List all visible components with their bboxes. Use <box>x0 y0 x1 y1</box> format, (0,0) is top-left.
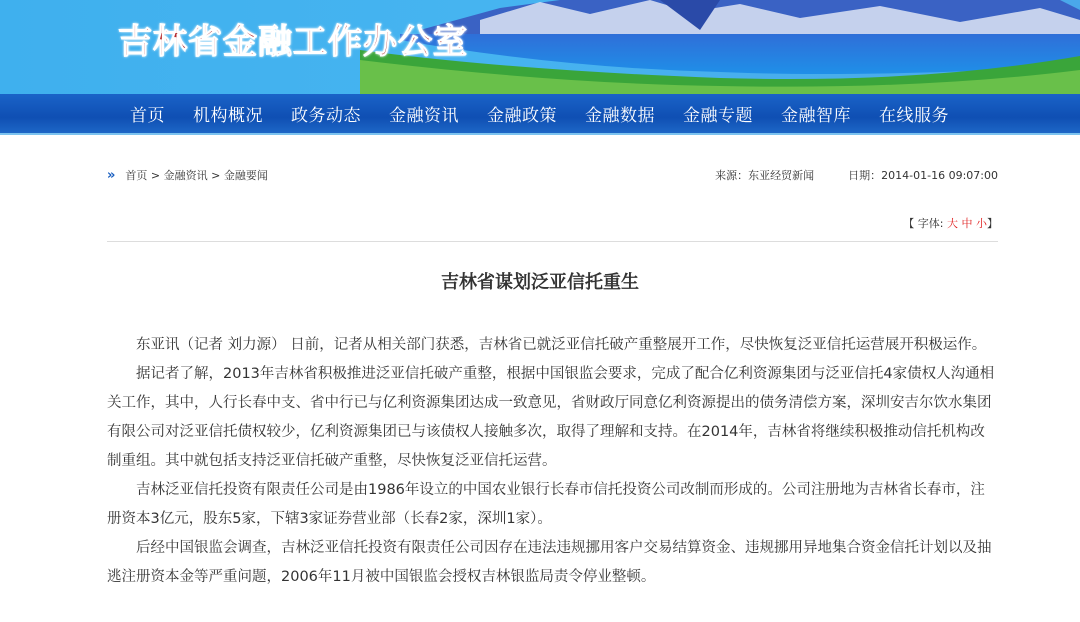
font-small[interactable]: 小 <box>976 217 987 230</box>
mountain-lake-image <box>360 0 1080 94</box>
site-logo-title: 吉林省金融工作办公室 <box>118 22 468 62</box>
nav-finance-news[interactable]: 金融资讯 <box>389 106 459 126</box>
nav-online-services[interactable]: 在线服务 <box>879 106 949 126</box>
nav-government-news[interactable]: 政务动态 <box>291 106 361 126</box>
site-banner <box>0 0 1080 94</box>
article-title: 吉林省谋划泛亚信托重生 <box>441 272 639 293</box>
nav-home[interactable]: 首页 <box>130 106 165 126</box>
nav-finance-policy[interactable]: 金融政策 <box>487 106 557 126</box>
article-date: 日期：2014-01-16 09:07:00 <box>848 169 998 182</box>
nav-think-tank[interactable]: 金融智库 <box>781 106 851 126</box>
paragraph: 据记者了解，2013年吉林省积极推进泛亚信托破产重整，根据中国银监会要求，完成了配合亿利资源集团与泛亚信托4家债权人沟通相关工作，其中，人行长春中支、省中行已与亿利资源集团达成一致意见，省财政厅同意亿利资源提出的债务清偿方案，深圳安吉尔饮水集团有限公司对泛亚信托债权较少，亿利资源集团已与该债权人接触多次，取得了理解和支持。在2014年，吉林省将继续积极推动信托机构改制重组。其中就包括支持泛亚信托破产重整，尽快恢复泛亚信托运营。 <box>107 366 995 469</box>
breadcrumb: 首页 > 金融资讯 > 金融要闻 <box>125 169 268 182</box>
font-large[interactable]: 大 <box>947 217 958 230</box>
main-nav <box>0 94 1080 135</box>
article-source: 来源：东亚经贸新闻 <box>715 169 815 182</box>
divider <box>107 241 998 242</box>
nav-about[interactable]: 机构概况 <box>193 106 263 126</box>
article-body <box>107 331 998 592</box>
font-size-selector: 【 字体: 大 中 小】 <box>903 217 998 230</box>
breadcrumb-finance-news[interactable]: 金融资讯 <box>163 169 208 182</box>
nav-finance-data[interactable]: 金融数据 <box>585 106 655 126</box>
paragraph: 东亚讯（记者 刘力源） 日前，记者从相关部门获悉，吉林省已就泛亚信托破产重整展开工作，尽快恢复泛亚信托运营展开积极运作。 <box>136 337 987 353</box>
breadcrumb-home[interactable]: 首页 <box>125 169 148 182</box>
nav-finance-topics[interactable]: 金融专题 <box>683 106 753 126</box>
breadcrumb-bar <box>0 167 1080 183</box>
font-medium[interactable]: 中 <box>961 217 973 230</box>
breadcrumb-headlines[interactable]: 金融要闻 <box>223 169 268 182</box>
paragraph: 后经中国银监会调查，吉林泛亚信托投资有限责任公司因存在违法违规挪用客户交易结算资金、违规挪用异地集合资金信托计划以及抽逃注册资本金等严重问题，2006年11月被中国银监会授权吉林银监局责令停业整顿。 <box>107 540 992 585</box>
double-chevron-icon: » <box>107 167 116 183</box>
paragraph: 吉林泛亚信托投资有限责任公司是由1986年设立的中国农业银行长春市信托投资公司改制而形成的。公司注册地为吉林省长春市，注册资本3亿元，股东5家，下辖3家证券营业部（长春2家，深圳1家）。 <box>107 482 985 527</box>
